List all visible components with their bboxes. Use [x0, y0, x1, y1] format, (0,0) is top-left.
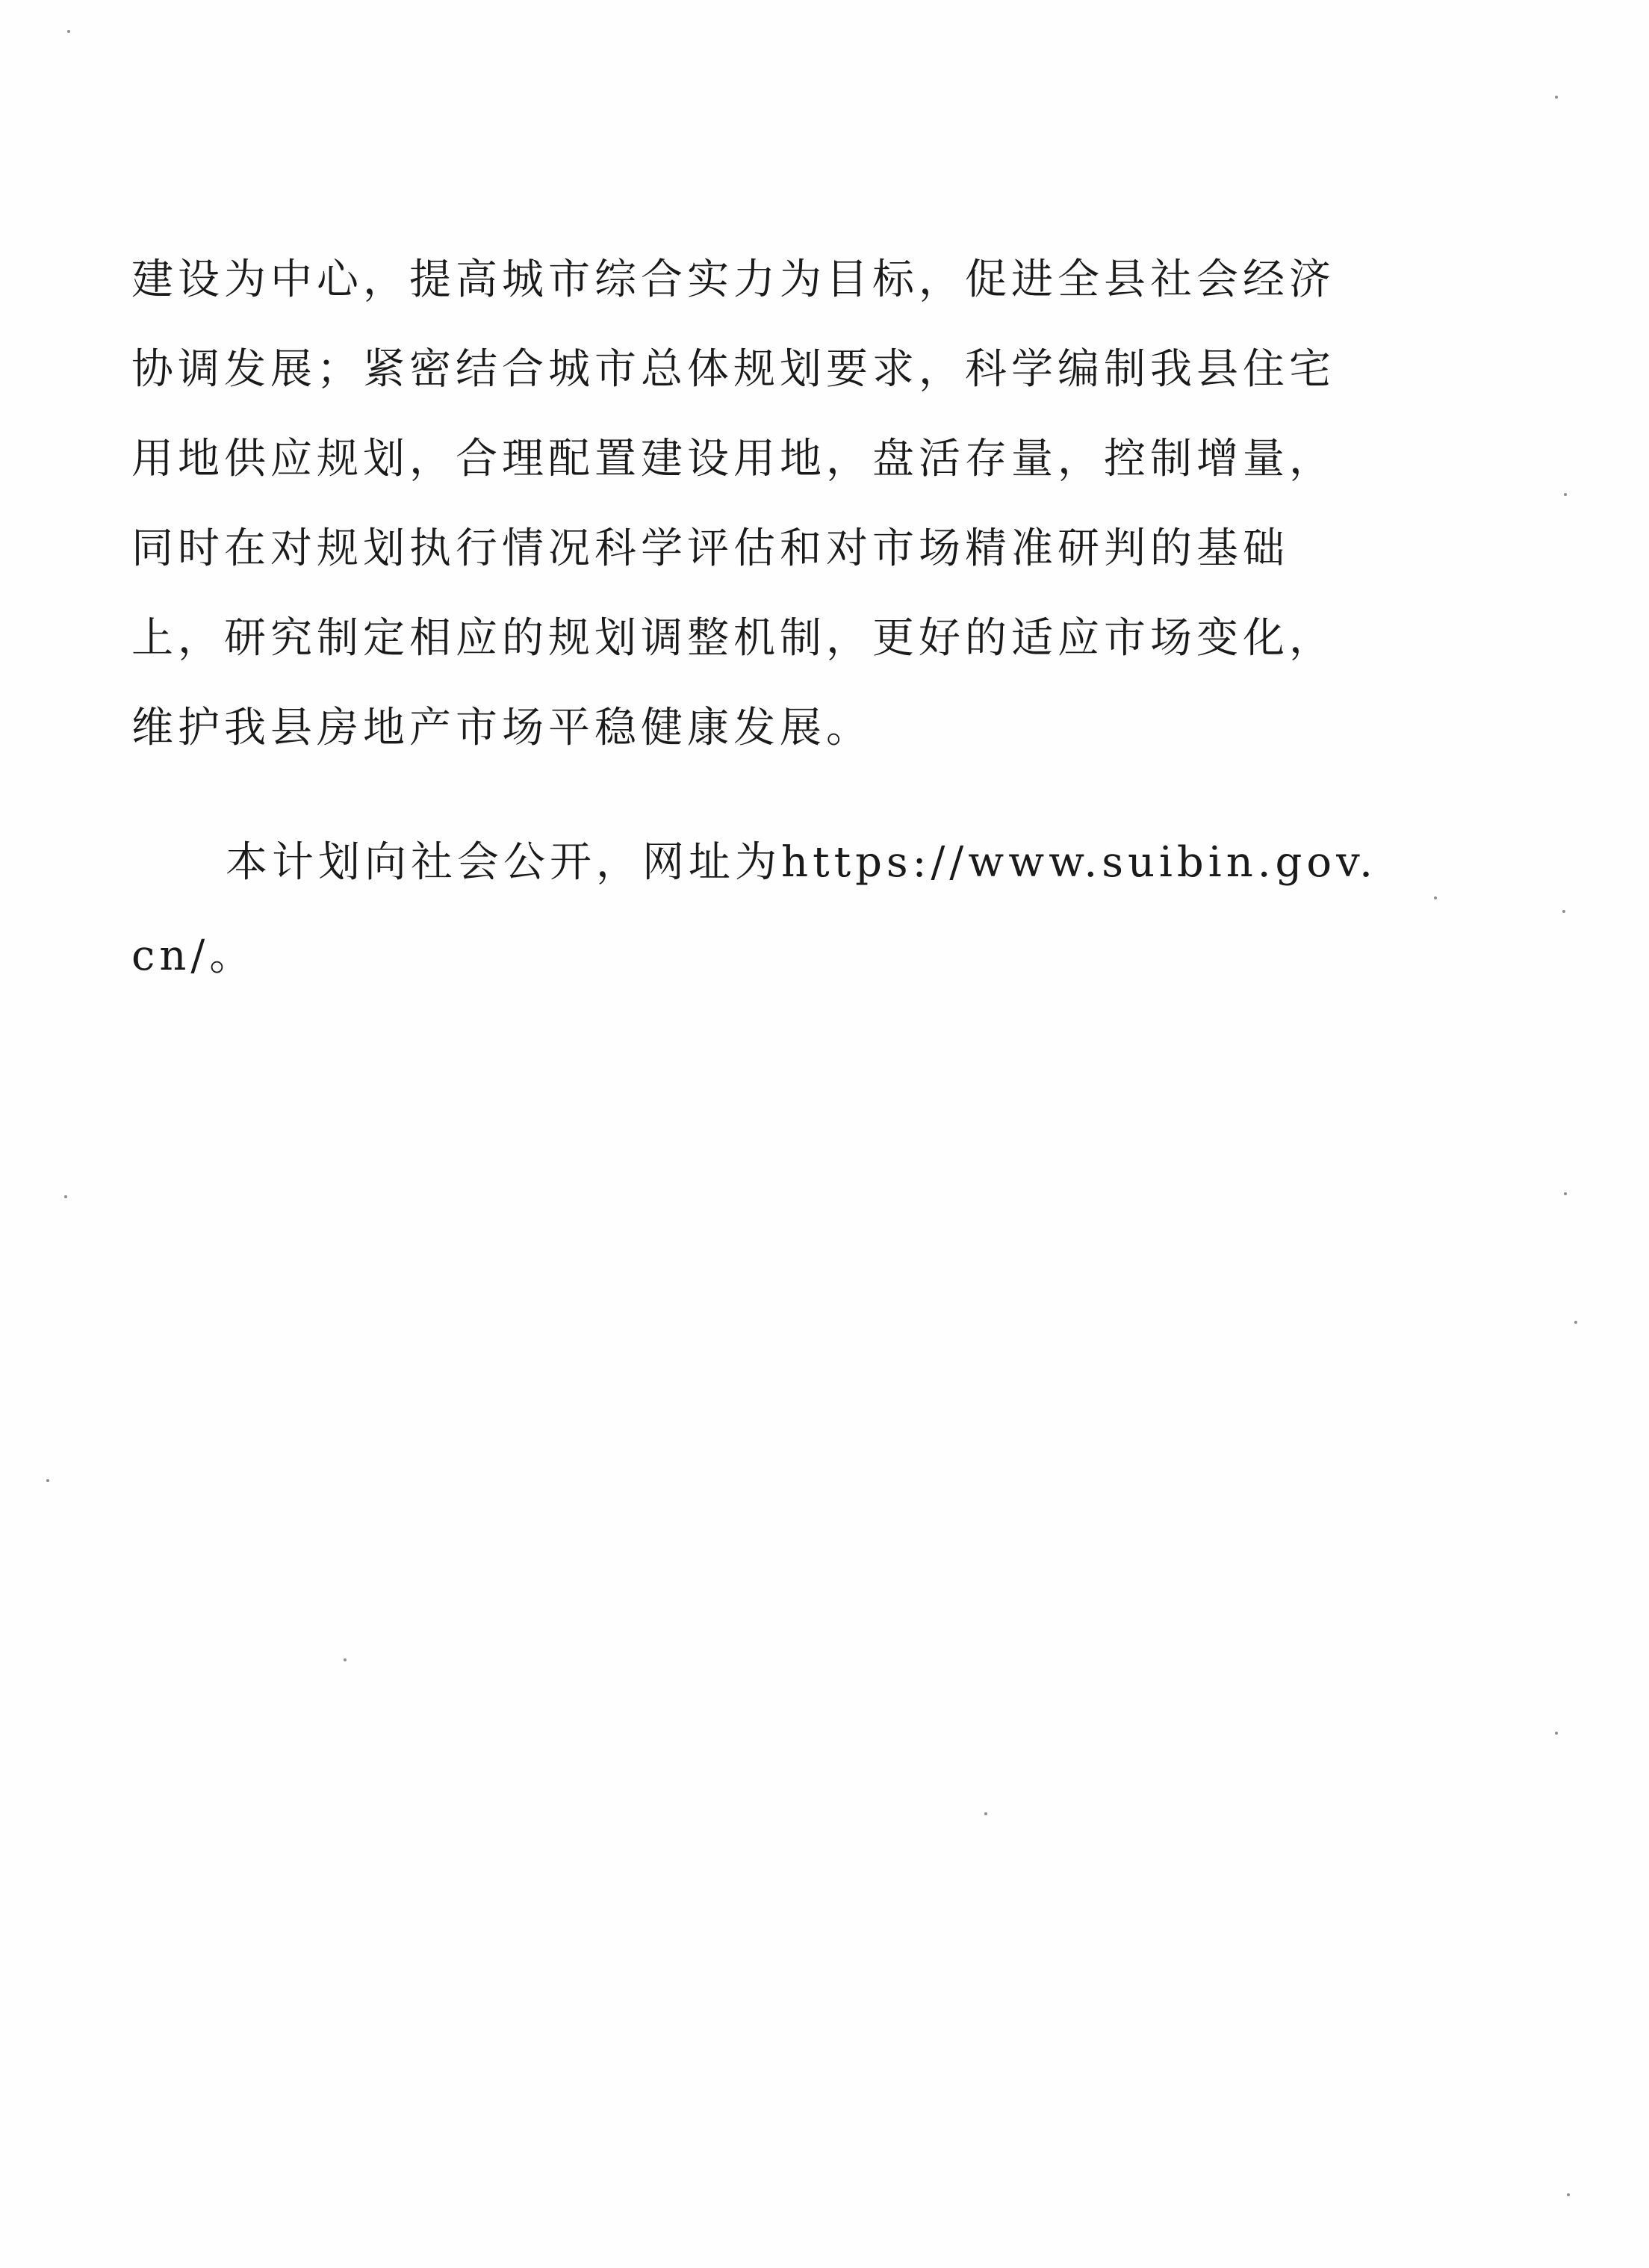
paragraph-1-line-2: 协调发展；紧密结合城市总体规划要求，科学编制我县住宅 [131, 345, 1335, 394]
scan-speck [64, 1195, 67, 1198]
paragraph-2-line-1: 本计划向社会公开，网址为https://www.suibin.gov. [226, 838, 1377, 887]
scan-speck [984, 1812, 987, 1815]
paragraph-1-line-6: 维护我县房地产市场平稳健康发展。 [131, 704, 872, 752]
paragraph-1-line-1: 建设为中心，提高城市综合实力为目标，促进全县社会经济 [131, 255, 1335, 304]
scan-speck [1574, 1321, 1577, 1324]
scan-speck [1562, 910, 1565, 913]
paragraph-1-line-5: 上，研究制定相应的规划调整机制，更好的适应市场变化， [131, 614, 1335, 663]
scan-speck [1555, 1732, 1558, 1735]
paragraph-1-line-4: 同时在对规划执行情况科学评估和对市场精准研判的基础 [131, 524, 1289, 573]
scan-speck [1555, 96, 1558, 99]
paragraph-2-line-2: cn/。 [131, 932, 256, 980]
scan-speck [67, 30, 70, 33]
scan-speck [46, 1479, 49, 1482]
paragraph-1-line-3: 用地供应规划，合理配置建设用地，盘活存量，控制增量， [131, 435, 1335, 483]
scan-speck [344, 1658, 347, 1661]
scan-speck [1564, 493, 1567, 496]
scan-speck [1434, 896, 1437, 899]
scan-speck [1564, 1192, 1567, 1195]
scan-speck [1567, 2193, 1570, 2196]
